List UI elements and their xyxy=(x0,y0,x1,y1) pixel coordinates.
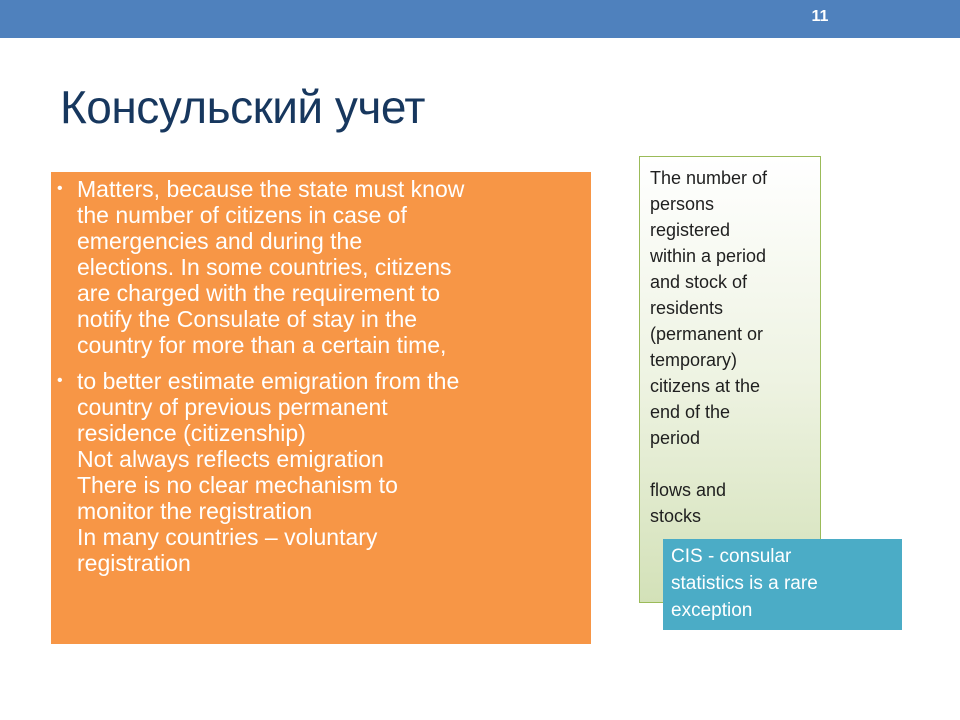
bullet-line: monitor the registration xyxy=(77,498,313,524)
cis-note-line: exception xyxy=(671,600,753,621)
bullet-line: emergencies and during the xyxy=(77,228,363,254)
side-note-line: stocks xyxy=(650,506,702,526)
bullet-dot-icon: • xyxy=(57,372,63,389)
side-note-line: temporary) xyxy=(650,350,738,370)
bullet-line: In many countries – voluntary xyxy=(77,524,378,550)
bullet-item xyxy=(57,368,579,576)
side-note-line: end of the xyxy=(650,402,731,422)
bullet-line: notify the Consulate of stay in the xyxy=(77,306,418,332)
slide-title: Консульский учет xyxy=(60,81,425,133)
side-note-line: citizens at the xyxy=(650,376,761,396)
bullet-item xyxy=(57,176,579,358)
bullet-line: elections. In some countries, citizens xyxy=(77,254,452,280)
bullet-list xyxy=(57,176,579,576)
cis-note-box xyxy=(663,539,902,630)
bullet-line: Matters, because the state must know xyxy=(77,176,465,202)
cis-note-line: CIS - consular xyxy=(671,546,792,567)
side-note-spacer xyxy=(650,451,810,477)
bullet-line: Not always reflects emigration xyxy=(77,446,384,472)
side-note-line: flows and xyxy=(650,480,727,500)
bullet-line: country for more than a certain time, xyxy=(77,332,447,358)
side-note-line: residents xyxy=(650,298,724,318)
side-note-line: The number of xyxy=(650,168,768,188)
bullet-dot-icon: • xyxy=(57,180,63,197)
side-note-line: and stock of xyxy=(650,272,748,292)
side-note-line: period xyxy=(650,428,701,448)
bullet-line: country of previous permanent xyxy=(77,394,388,420)
slide-number: 11 xyxy=(811,8,829,25)
bullet-line: There is no clear mechanism to xyxy=(77,472,398,498)
side-note-line: persons xyxy=(650,194,715,214)
bullet-line: to better estimate emigration from the xyxy=(77,368,460,394)
bullet-line: the number of citizens in case of xyxy=(77,202,407,228)
bullet-line: registration xyxy=(77,550,191,576)
bullet-line: are charged with the requirement to xyxy=(77,280,441,306)
side-note-line: within a period xyxy=(650,246,767,266)
content-box xyxy=(51,172,591,644)
bullet-line: residence (citizenship) xyxy=(77,420,306,446)
side-note-box xyxy=(639,156,821,603)
side-note-line: (permanent or xyxy=(650,324,764,344)
cis-note-line: statistics is a rare xyxy=(671,573,818,594)
side-note-line: registered xyxy=(650,220,731,240)
